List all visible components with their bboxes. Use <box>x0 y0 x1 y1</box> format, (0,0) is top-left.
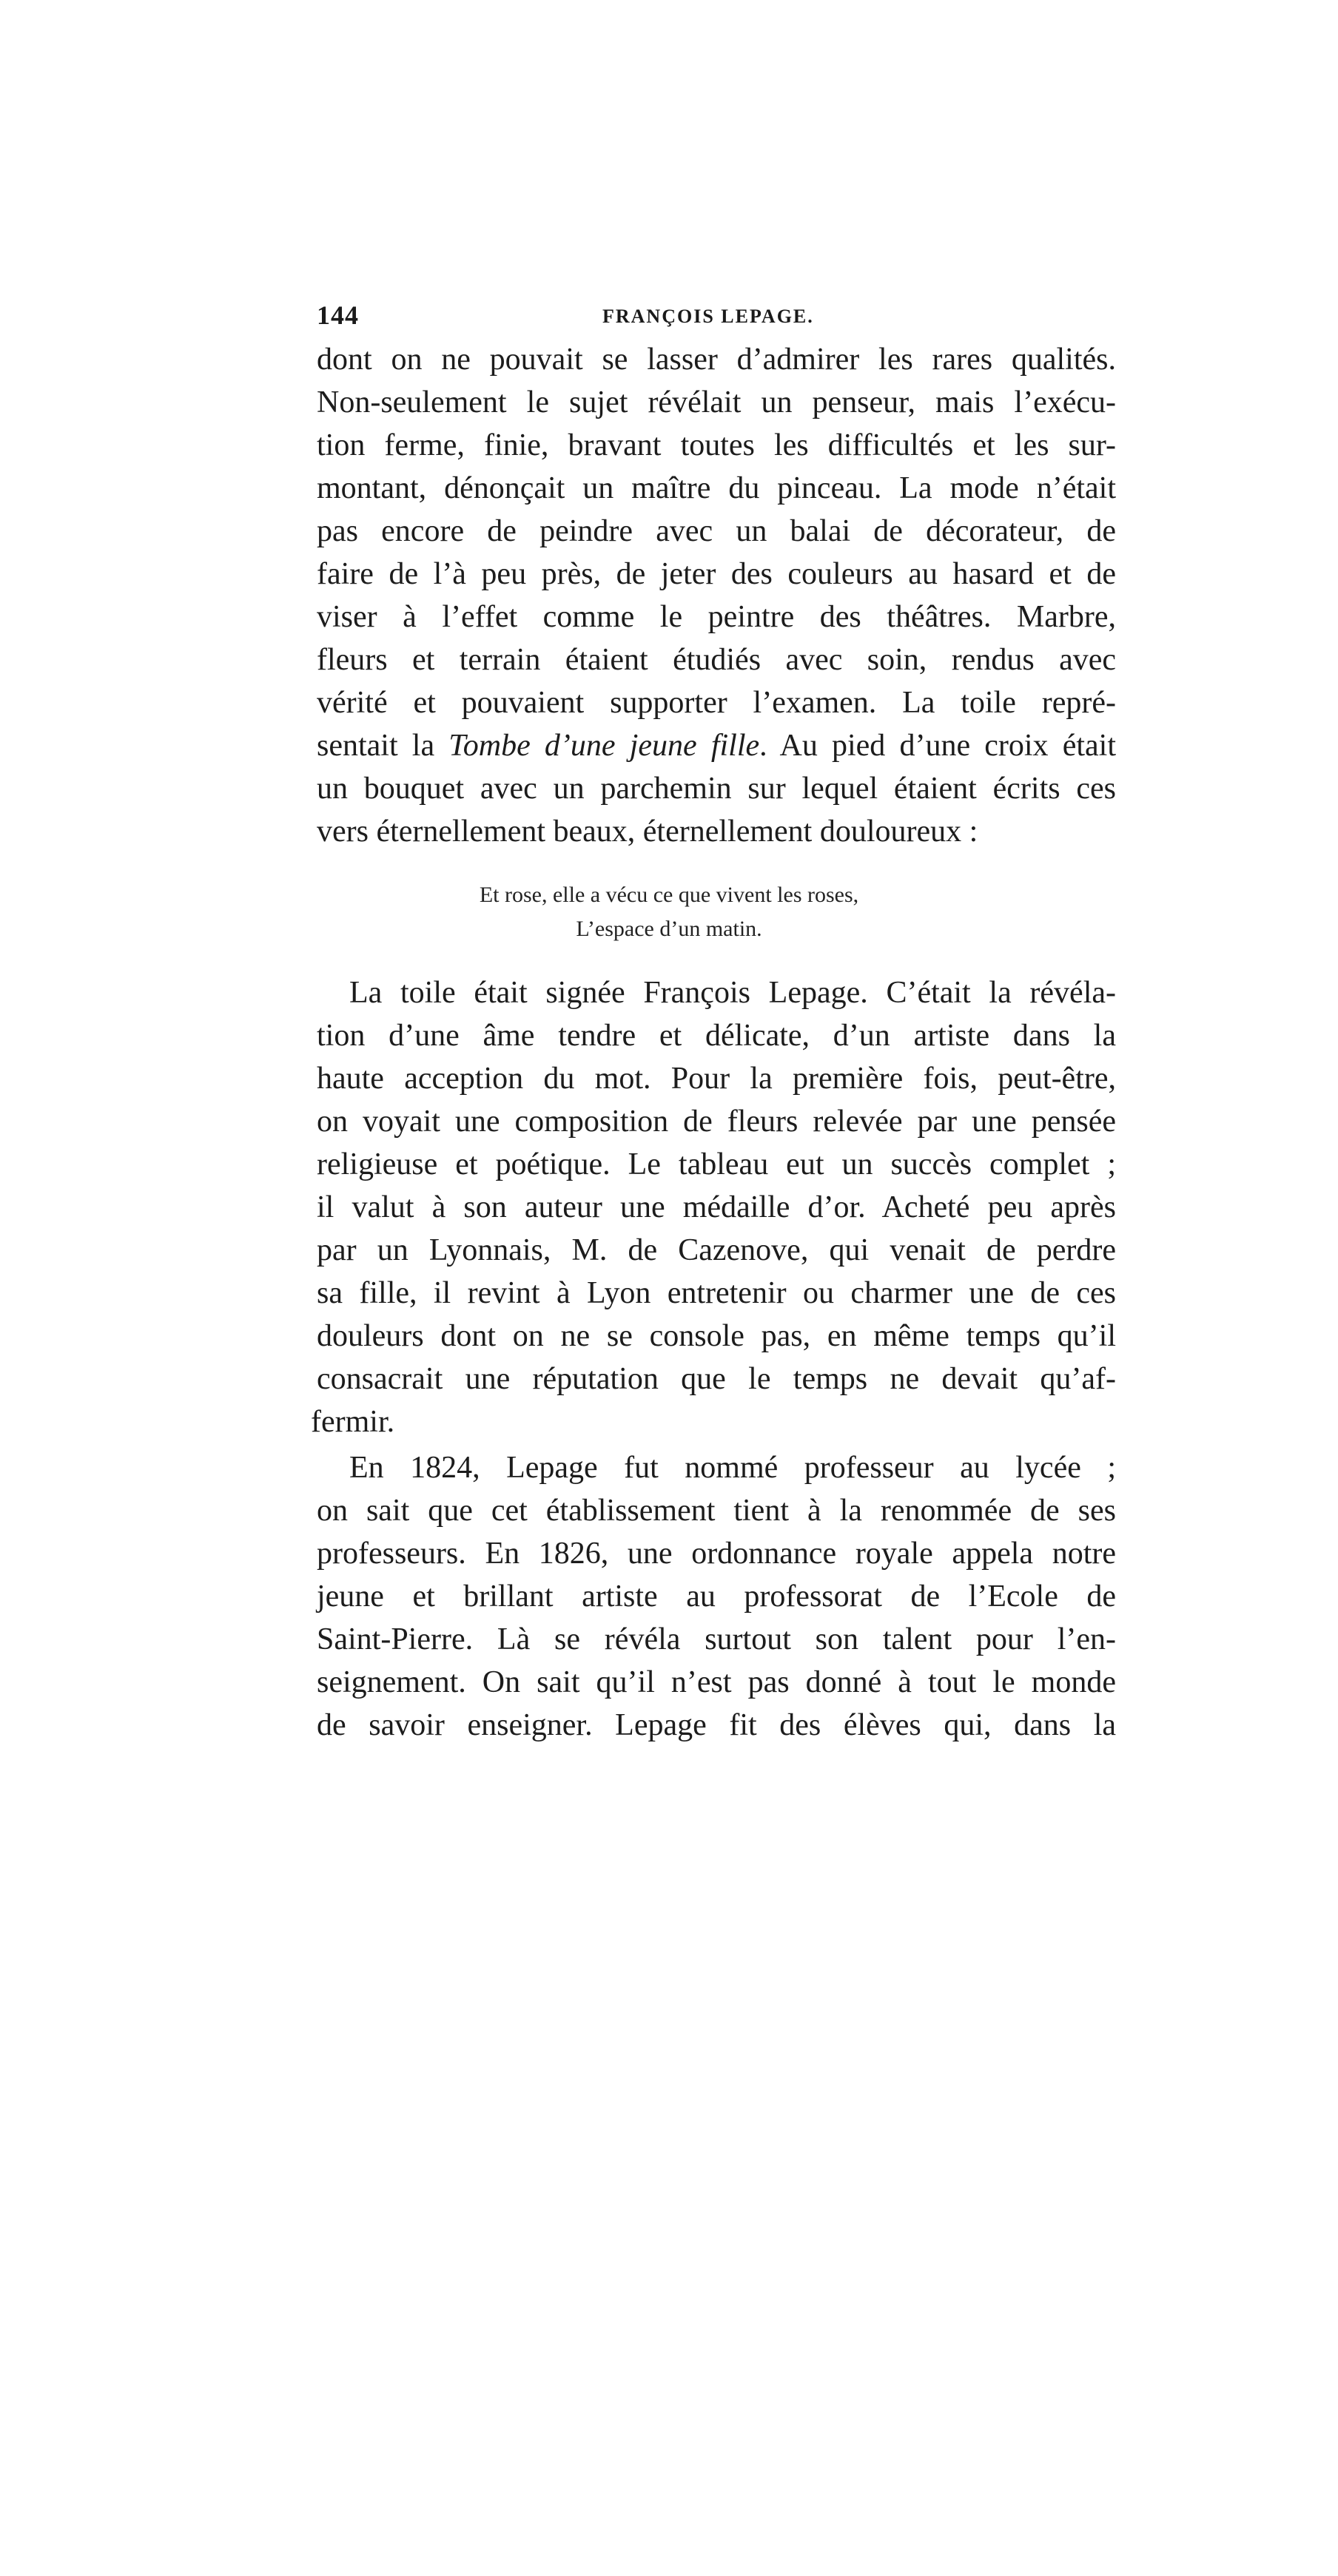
text-line: haute acception du mot. Pour la première fois, peut-être, <box>317 1062 1116 1096</box>
text-line: Saint-Pierre. Là se révéla surtout son talent pour l’en- <box>317 1622 1116 1656</box>
text-line: il valut à son auteur une médaille d’or. Acheté peu après <box>317 1190 1116 1224</box>
text-line: La toile était signée François Lepage. C’était la révéla- <box>349 976 1116 1010</box>
page-number: 144 <box>317 300 359 330</box>
text-line: un bouquet avec un parchemin sur lequel étaient écrits ces <box>317 772 1116 806</box>
text-line: fermir. <box>311 1405 395 1439</box>
text-line: tion d’une âme tendre et délicate, d’un artiste dans la <box>317 1019 1116 1053</box>
text-fragment: sentait la <box>317 729 449 763</box>
text-line: par un Lyonnais, M. de Cazenove, qui venait de perdre <box>317 1233 1116 1267</box>
text-line: de savoir enseigner. Lepage fit des élèves qui, dans la <box>317 1708 1116 1742</box>
text-line: montant, dénonçait un maître du pinceau. La mode n’était <box>317 471 1116 505</box>
running-header <box>317 300 1116 337</box>
text-line: tion ferme, finie, bravant toutes les difficultés et les sur- <box>317 428 1116 462</box>
text-line: on voyait une composition de fleurs relevée par une pensée <box>317 1105 1116 1139</box>
text-line: fleurs et terrain étaient étudiés avec soin, rendus avec <box>317 643 1116 677</box>
text-line: viser à l’effet comme le peintre des théâtres. Marbre, <box>317 600 1116 634</box>
verse-line: Et rose, elle a vécu ce que vivent les roses, <box>479 883 859 907</box>
text-line: vérité et pouvaient supporter l’examen. La toile repré- <box>317 686 1116 720</box>
text-line: pas encore de peindre avec un balai de décorateur, de <box>317 514 1116 548</box>
text-line: Non-seulement le sujet révélait un penseur, mais l’exécu- <box>317 385 1116 419</box>
verse-line: L’espace d’un matin. <box>576 917 762 941</box>
text-fragment: . Au pied d’une croix était <box>759 729 1117 763</box>
text-line: consacrait une réputation que le temps ne devait qu’af- <box>317 1362 1116 1396</box>
text-line-with-title <box>317 728 1116 763</box>
text-line: seignement. On sait qu’il n’est pas donné à tout le monde <box>317 1665 1116 1699</box>
text-line: dont on ne pouvait se lasser d’admirer les rares qualités. <box>317 343 1116 377</box>
text-line: jeune et brillant artiste au professorat de l’Ecole de <box>317 1579 1116 1614</box>
text-line: sa fille, il revint à Lyon entretenir ou charmer une de ces <box>317 1276 1116 1310</box>
text-line: douleurs dont on ne se console pas, en même temps qu’il <box>317 1319 1116 1353</box>
running-title: FRANÇOIS LEPAGE. <box>602 306 814 327</box>
text-line: professeurs. En 1826, une ordonnance royale appela notre <box>317 1537 1116 1571</box>
text-line: religieuse et poétique. Le tableau eut un succès complet ; <box>317 1147 1116 1181</box>
painting-title: Tombe d’une jeune fille <box>448 729 760 763</box>
text-line: faire de l’à peu près, de jeter des couleurs au hasard et de <box>317 557 1116 591</box>
text-line: En 1824, Lepage fut nommé professeur au lycée ; <box>349 1451 1116 1485</box>
text-line: vers éternellement beaux, éternellement douloureux : <box>317 815 978 849</box>
text-line: on sait que cet établissement tient à la renommée de ses <box>317 1494 1116 1528</box>
